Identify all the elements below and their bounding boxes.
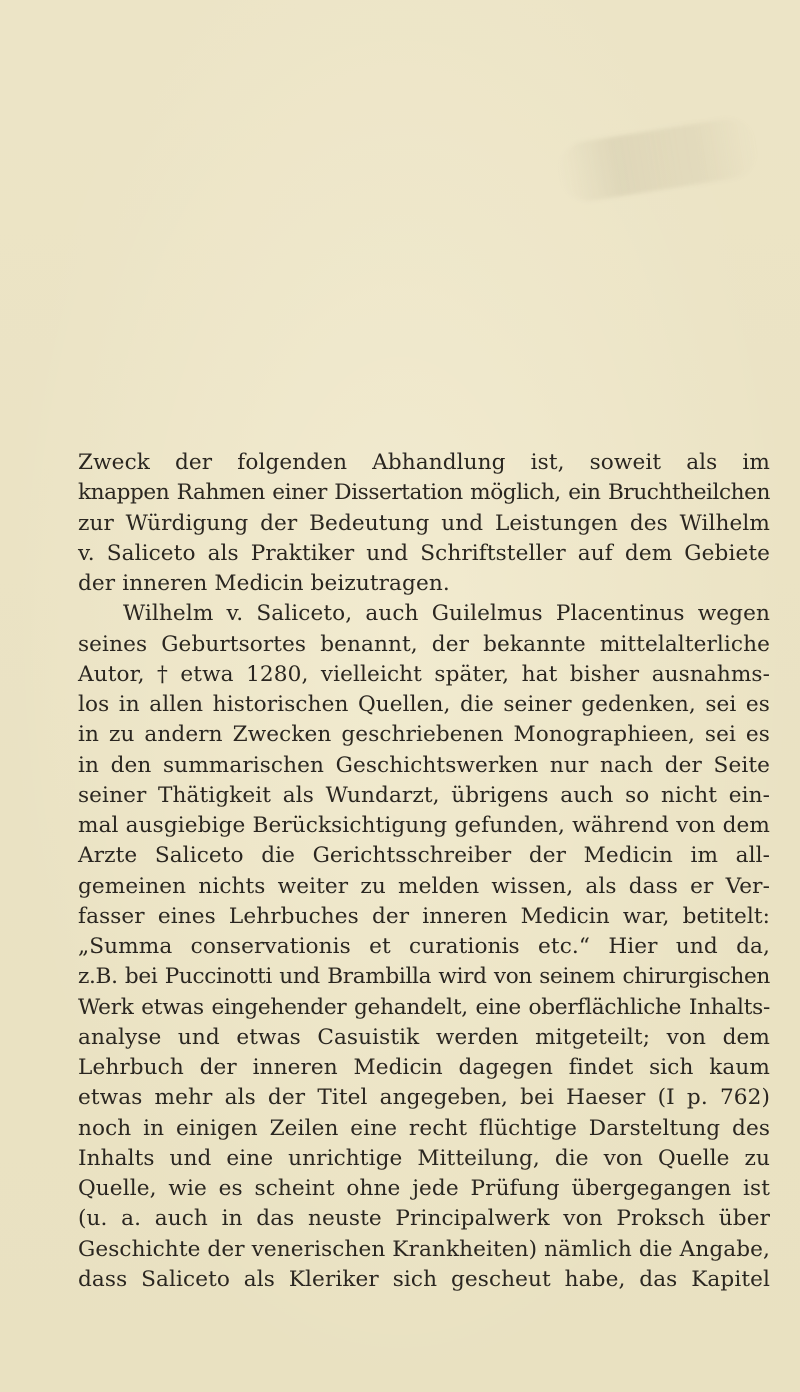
text-line: Inhalts und eine unrichtige Mitteilung, die von Quelle zu bbox=[78, 1145, 770, 1171]
text-line: (u. a. auch in das neuste Principalwerk von Proksch über bbox=[78, 1206, 770, 1232]
text-line: fasser eines Lehrbuches der inneren Medicin war, betitelt: bbox=[78, 903, 770, 929]
text-line: mal ausgiebige Berücksichtigung gefunden, während von dem bbox=[78, 813, 770, 838]
text-line: los in allen historischen Quellen, die seiner gedenken, sei es bbox=[78, 692, 770, 717]
text-line: analyse und etwas Casuistik werden mitgeteilt; von dem bbox=[78, 1024, 770, 1050]
text-line: seiner Thätigkeit als Wundarzt, übrigens auch so nicht ein- bbox=[78, 782, 770, 808]
text-line: knappen Rahmen einer Dissertation möglich, ein Bruchtheilchen bbox=[78, 480, 770, 506]
text-line: Arzte Saliceto die Gerichtsschreiber der Medicin im all- bbox=[78, 843, 770, 869]
text-line: Quelle, wie es scheint ohne jede Prüfung übergegangen ist bbox=[78, 1176, 770, 1201]
bleed-through-mark bbox=[555, 115, 762, 206]
text-line: seines Geburtsortes benannt, der bekannte mittelalterliche bbox=[78, 631, 770, 657]
text-line: noch in einigen Zeilen eine recht flüchtige Darsteltung des bbox=[78, 1115, 770, 1141]
paragraph-1 bbox=[78, 448, 770, 599]
text-line: z.B. bei Puccinotti und Brambilla wird von seinem chirurgischen bbox=[78, 964, 770, 990]
text-line: Wilhelm v. Saliceto, auch Guilelmus Placentinus wegen bbox=[123, 601, 770, 627]
text-line: in den summarischen Geschichtswerken nur nach der Seite bbox=[78, 752, 770, 778]
text-line: gemeinen nichts weiter zu melden wissen, als dass er Ver- bbox=[78, 873, 770, 899]
text-line: dass Saliceto als Kleriker sich gescheut habe, das Kapitel bbox=[78, 1266, 770, 1292]
text-line: v. Saliceto als Praktiker und Schriftsteller auf dem Gebiete bbox=[78, 540, 770, 566]
text-line: „Summa conservationis et curationis etc.“ Hier und da, bbox=[78, 934, 770, 959]
text-line: der inneren Medicin beizutragen. bbox=[78, 571, 450, 596]
paragraph-2 bbox=[78, 599, 770, 1295]
text-line: zur Würdigung der Bedeutung und Leistungen des Wilhelm bbox=[78, 510, 770, 536]
text-line: Geschichte der venerischen Krankheiten) nämlich die Angabe, bbox=[78, 1236, 770, 1262]
text-line: Autor, † etwa 1280, vielleicht später, hat bisher ausnahms- bbox=[78, 661, 770, 687]
text-line: Lehrbuch der inneren Medicin dagegen findet sich kaum bbox=[78, 1055, 770, 1080]
text-line: etwas mehr als der Titel angegeben, bei Haeser (I p. 762) bbox=[78, 1085, 770, 1111]
body-text bbox=[78, 448, 770, 1295]
text-line: Zweck der folgenden Abhandlung ist, soweit als im bbox=[78, 450, 770, 475]
text-line: Werk etwas eingehender gehandelt, eine oberflächliche Inhalts- bbox=[78, 994, 770, 1020]
text-line: in zu andern Zwecken geschriebenen Monographieen, sei es bbox=[78, 722, 770, 748]
